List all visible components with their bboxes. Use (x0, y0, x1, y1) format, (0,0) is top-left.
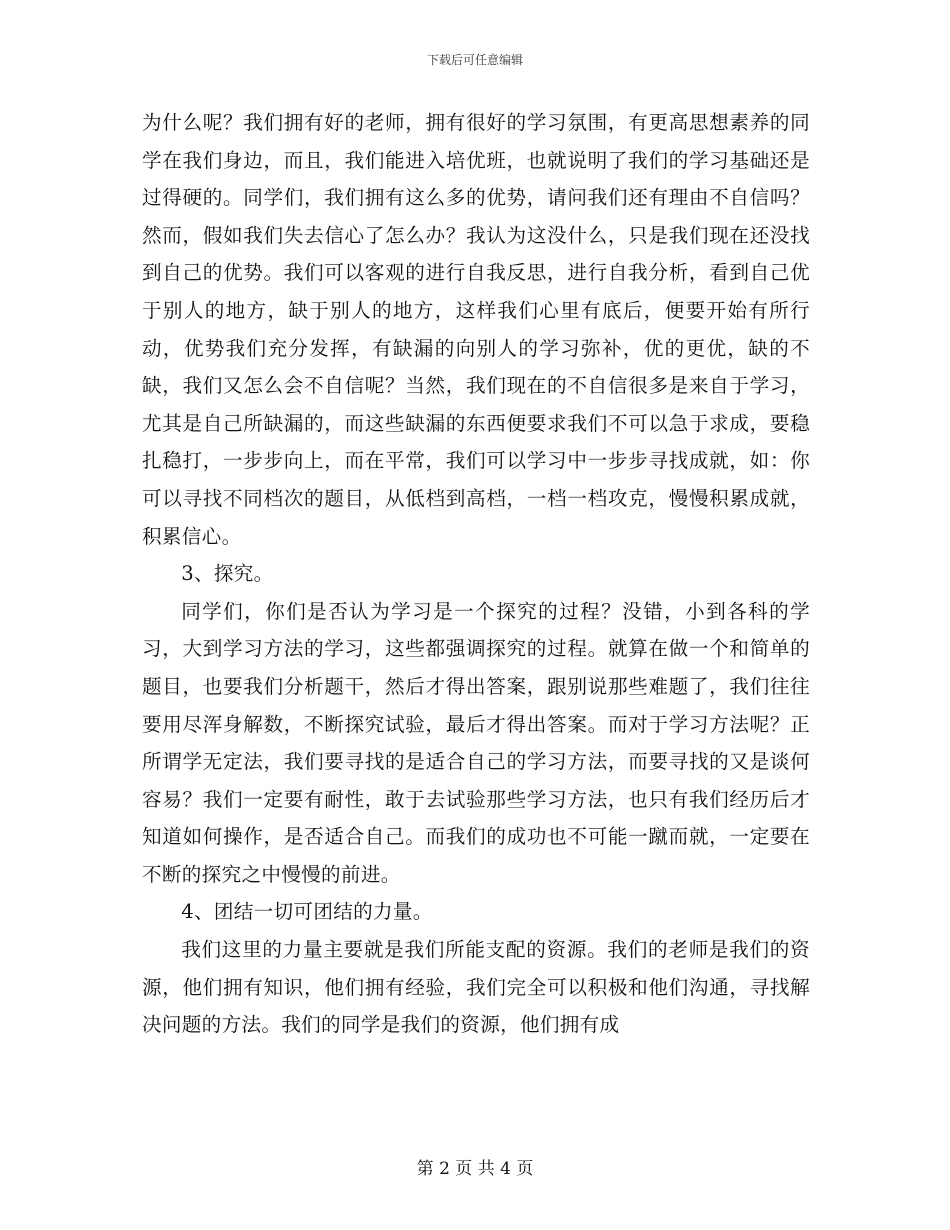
document-body (142, 104, 810, 1044)
page-number: 第 2 页 共 4 页 (416, 1159, 534, 1179)
section-heading-3: 3、探究。 (181, 562, 274, 586)
paragraph-continued: 为什么呢？我们拥有好的老师，拥有很好的学习氛围，有更高思想素养的同学在我们身边，而且，我们能进入培优班，也就说明了我们的学习基础还是过得硬的。同学们，我们拥有这么多的优势，请问我们还有理由不自信吗？然而，假如我们失去信心了怎么办？我认为这没什么，只是我们现在还没找到自己的优势。我们可以客观的进行自我反思，进行自我分析，看到自己优于别人的地方，缺于别人的地方，这样我们心里有底后，便要开始有所行动，优势我们充分发挥，有缺漏的向别人的学习弥补，优的更优，缺的不缺，我们又怎么会不自信呢？当然，我们现在的不自信很多是来自于学习，尤其是自己所缺漏的，而这些缺漏的东西便要求我们不可以急于求成，要稳扎稳打，一步步向上，而在平常，我们可以学习中一步步寻找成就，如：你可以寻找不同档次的题目，从低档到高档，一档一档攻克，慢慢积累成就，积累信心。 (142, 111, 810, 548)
paragraph-inquiry: 同学们，你们是否认为学习是一个探究的过程？没错，小到各科的学习，大到学习方法的学习，这些都强调探究的过程。就算在做一个和简单的题目，也要我们分析题干，然后才得出答案，跟别说那些难题了，我们往往要用尽浑身解数，不断探究试验，最后才得出答案。而对于学习方法呢？正所谓学无定法，我们要寻找的是适合自己的学习方法，而要寻找的又是谈何容易？我们一定要有耐性，敢于去试验那些学习方法，也只有我们经历后才知道如何操作，是否适合自己。而我们的成功也不可能一蹴而就，一定要在不断的探究之中慢慢的前进。 (142, 599, 810, 886)
paragraph-resources: 我们这里的力量主要就是我们所能支配的资源。我们的老师是我们的资源，他们拥有知识，他们拥有经验，我们完全可以积极和他们沟通，寻找解决问题的方法。我们的同学是我们的资源，他们拥有成 (142, 938, 810, 1037)
page-header: 下载后可任意编辑 (426, 53, 523, 67)
section-heading-4: 4、团结一切可团结的力量。 (181, 900, 433, 924)
